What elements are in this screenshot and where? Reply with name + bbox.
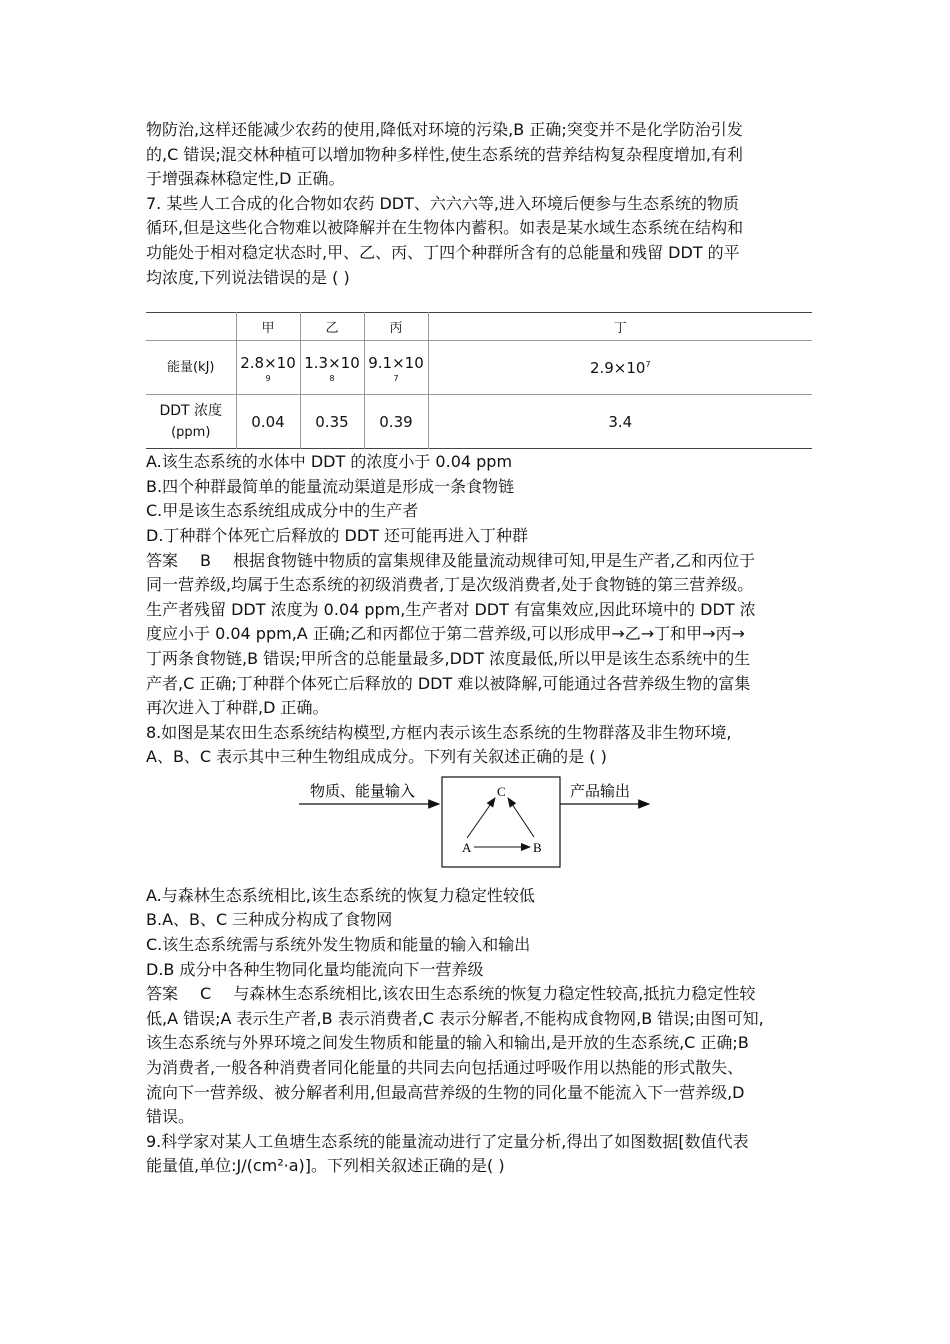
output-label: 产品输出 xyxy=(570,783,631,800)
q8-answer-line: 错误。 xyxy=(146,1107,195,1127)
text-line: 于增强森林稳定性,D 正确。 xyxy=(146,169,345,189)
table-header-cell: 丙 xyxy=(364,313,428,341)
energy-value: 1.3×10 xyxy=(304,353,360,372)
table-cell xyxy=(236,341,300,395)
answer-text: 与森林生态系统相比,该农田生态系统的恢复力稳定性较高,抵抗力稳定性较 xyxy=(233,984,756,1004)
q7-option-b: B.四个种群最简单的能量流动渠道是形成一条食物链 xyxy=(146,476,515,496)
answer-label: 答案 xyxy=(146,550,179,570)
ecosystem-diagram-svg xyxy=(146,774,810,874)
table-row xyxy=(146,341,812,395)
q7-answer-line xyxy=(146,549,810,574)
q7-answer-line: 丁两条食物链,B 错误;甲所含的总能量最多,DDT 浓度最低,所以甲是该生态系统中的生 xyxy=(146,648,751,668)
row-label-ddt xyxy=(146,395,236,449)
q8-stem-line: A、B、C 表示其中三种生物组成成分。下列有关叙述正确的是 ( ) xyxy=(146,747,607,767)
energy-exponent: 7 xyxy=(393,373,399,383)
input-label: 物质、能量输入 xyxy=(310,783,416,800)
table-header-cell: 甲 xyxy=(236,313,300,341)
node-a: A xyxy=(462,839,472,855)
q7-stem-line: 7. 某些人工合成的化合物如农药 DDT、六六六等,进入环境后便参与生态系统的物质 xyxy=(146,193,739,213)
q7-answer-line: 产者,C 正确;丁种群个体死亡后释放的 DDT 难以被降解,可能通过各营养级生物的富集 xyxy=(146,673,751,693)
text-line: 物防治,这样还能减少农药的使用,降低对环境的污染,B 正确;突变并不是化学防治引发 xyxy=(146,120,743,139)
table-cell xyxy=(300,341,364,395)
q7-option-d: D.丁种群个体死亡后释放的 DDT 还可能再进入丁种群 xyxy=(146,525,528,545)
answer-label: 答案 xyxy=(146,984,179,1004)
q8-option-a: A.与森林生态系统相比,该生态系统的恢复力稳定性较低 xyxy=(146,885,535,905)
table-cell: 3.4 xyxy=(428,395,812,449)
document-page xyxy=(146,118,810,1179)
energy-exponent: 8 xyxy=(329,373,335,383)
q8-answer-line: 流向下一营养级、被分解者利用,但最高营养级的生物的同化量不能流入下一营养级,D xyxy=(146,1082,745,1102)
table-cell xyxy=(364,341,428,395)
q7-stem-line: 循环,但是这些化合物难以被降解并在生物体内蓄积。如表是某水域生态系统在结构和 xyxy=(146,218,744,238)
arrow-a-to-c xyxy=(467,798,495,838)
answer-choice: C xyxy=(200,984,212,1004)
ddt-table xyxy=(146,312,812,449)
intro-paragraph xyxy=(146,118,810,192)
ecosystem-diagram xyxy=(146,774,810,874)
energy-value: 9.1×10 xyxy=(368,353,424,372)
answer-choice: B xyxy=(200,550,211,570)
q8-option-d: D.B 成分中各种生物同化量均能流向下一营养级 xyxy=(146,959,484,979)
energy-value: 2.8×10 xyxy=(240,353,296,372)
q8-answer-line: 低,A 错误;A 表示生产者,B 表示消费者,C 表示分解者,不能构成食物网,B 错误;由图可知, xyxy=(146,1008,764,1028)
q8-option-b: B.A、B、C 三种成分构成了食物网 xyxy=(146,910,393,930)
question-9 xyxy=(146,1130,810,1179)
table-cell xyxy=(428,341,812,395)
table-cell: 0.04 xyxy=(236,395,300,449)
q8-answer-line: 该生态系统与外界环境之间发生物质和能量的输入和输出,是开放的生态系统,C 正确;B xyxy=(146,1033,749,1053)
q8-stem-line: 8.如图是某农田生态系统结构模型,方框内表示该生态系统的生物群落及非生物环境, xyxy=(146,722,732,742)
q7-answer-line: 生产者残留 DDT 浓度为 0.04 ppm,生产者对 DDT 有富集效应,因此环境中的 DDT 浓 xyxy=(146,599,756,619)
table-cell: 0.35 xyxy=(300,395,364,449)
q7-option-a: A.该生态系统的水体中 DDT 的浓度小于 0.04 ppm xyxy=(146,452,513,472)
node-c: C xyxy=(497,783,506,799)
table-cell: 0.39 xyxy=(364,395,428,449)
question-7 xyxy=(146,192,810,721)
q9-stem-line: 能量值,单位:J/(cm²·a)]。下列相关叙述正确的是( ) xyxy=(146,1156,505,1176)
energy-value: 2.9×10 xyxy=(589,358,646,377)
table-header-cell: 乙 xyxy=(300,313,364,341)
text-line: 的,C 错误;混交林种植可以增加物种多样性,使生态系统的营养结构复杂程度增加,有利 xyxy=(146,144,743,164)
question-8 xyxy=(146,721,810,1130)
q8-answer-line: 为消费者,一般各种消费者同化能量的共同去向包括通过呼吸作用以热能的形式散失、 xyxy=(146,1058,744,1078)
row-label-line: (ppm) xyxy=(171,424,211,440)
table-header-row xyxy=(146,313,812,341)
q9-stem-line: 9.科学家对某人工鱼塘生态系统的能量流动进行了定量分析,得出了如图数据[数值代表 xyxy=(146,1131,749,1151)
table-header-cell xyxy=(146,313,236,341)
q7-answer-line: 度应小于 0.04 ppm,A 正确;乙和丙都位于第二营养级,可以形成甲→乙→丁和甲→丙→ xyxy=(146,624,745,644)
energy-exponent: 9 xyxy=(265,373,271,383)
q8-answer-line xyxy=(146,982,810,1007)
table-row xyxy=(146,395,812,449)
q7-option-c: C.甲是该生态系统组成成分中的生产者 xyxy=(146,501,419,521)
arrow-b-to-c xyxy=(508,798,534,837)
table-header-cell: 丁 xyxy=(428,313,812,341)
q7-stem-line: 功能处于相对稳定状态时,甲、乙、丙、丁四个种群所含有的总能量和残留 DDT 的平 xyxy=(146,242,740,262)
q7-answer-line: 同一营养级,均属于生态系统的初级消费者,丁是次级消费者,处于食物链的第三营养级。 xyxy=(146,575,754,595)
q7-answer-line: 再次进入丁种群,D 正确。 xyxy=(146,698,329,718)
node-b: B xyxy=(533,839,542,855)
q8-option-c: C.该生态系统需与系统外发生物质和能量的输入和输出 xyxy=(146,935,531,955)
answer-text: 根据食物链中物质的富集规律及能量流动规律可知,甲是生产者,乙和丙位于 xyxy=(233,550,756,570)
row-label-energy: 能量(kJ) xyxy=(166,359,215,375)
energy-exponent: 7 xyxy=(645,359,651,369)
row-label-line: DDT 浓度 xyxy=(159,402,223,419)
q7-stem-line: 均浓度,下列说法错误的是 ( ) xyxy=(146,267,350,287)
